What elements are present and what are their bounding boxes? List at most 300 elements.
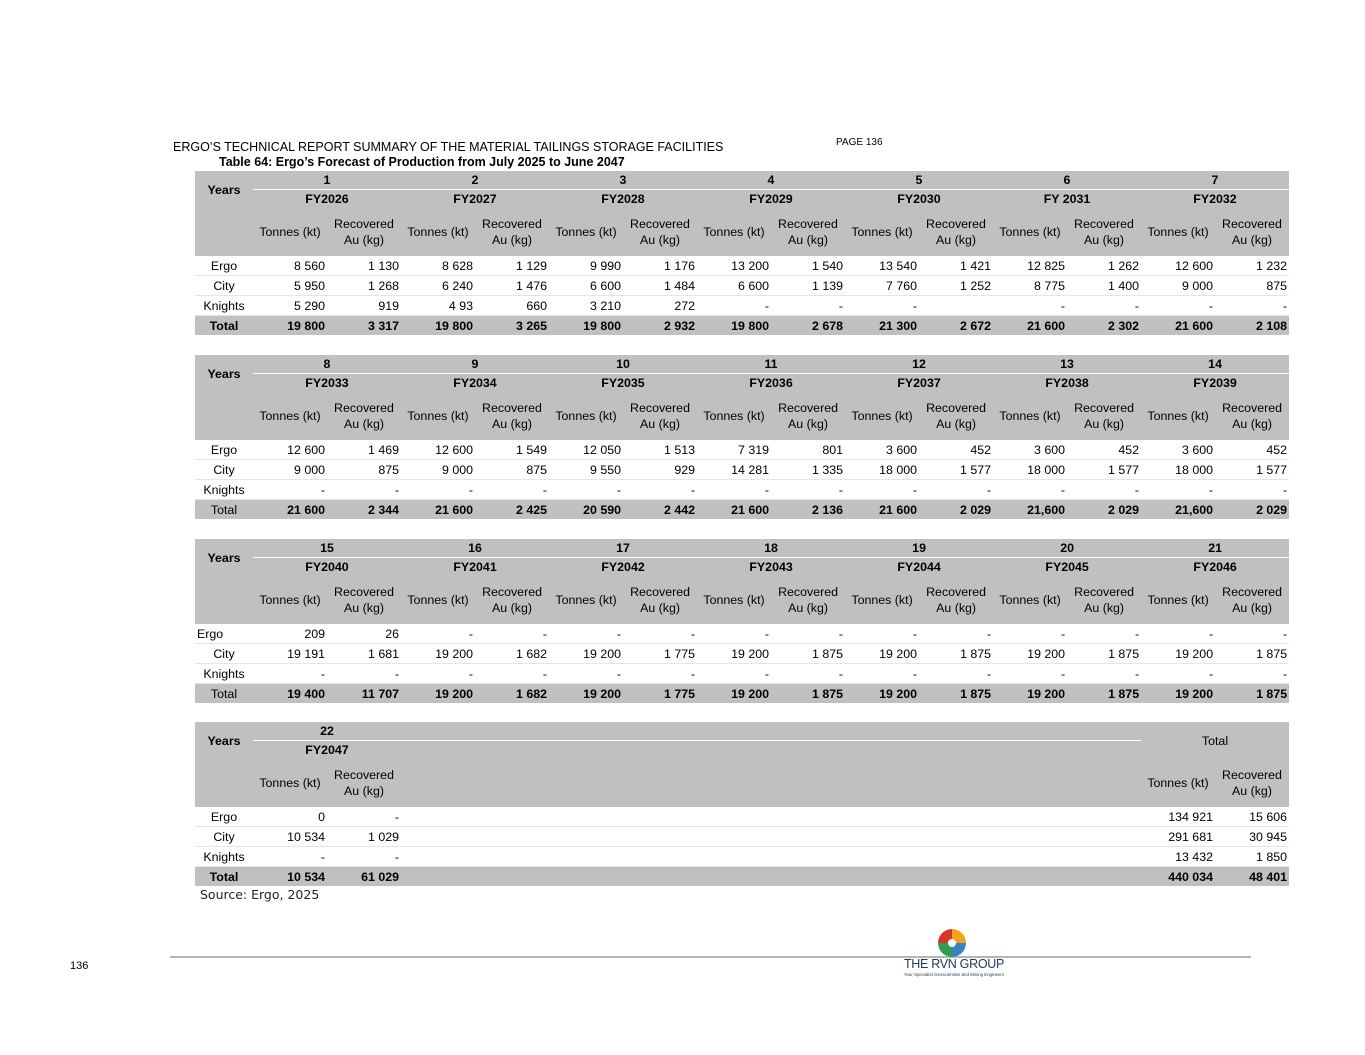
year-number: 10	[549, 355, 697, 374]
recovered-au-header: Recovered Au (kg)	[771, 392, 845, 440]
tonnes-cell: -	[697, 664, 771, 684]
tonnes-cell: -	[401, 480, 475, 500]
recovered-au-header: Recovered Au (kg)	[623, 392, 697, 440]
logo-center	[948, 939, 956, 947]
total-recovered-cell: 1 875	[919, 684, 993, 704]
year-number: 11	[697, 355, 845, 374]
recovered-au-cell: 452	[1215, 440, 1289, 460]
total-recovered-cell: 15 606	[1215, 807, 1289, 827]
row-label: Ergo	[195, 624, 253, 644]
tonnes-cell: 19 200	[401, 644, 475, 664]
recovered-au-cell: -	[1215, 480, 1289, 500]
tonnes-cell: 13 200	[697, 256, 771, 276]
fiscal-year-label: FY2037	[845, 374, 993, 393]
total-tonnes-cell: 19 200	[549, 684, 623, 704]
tonnes-cell: 6 600	[549, 276, 623, 296]
recovered-au-header: Recovered Au (kg)	[475, 208, 549, 256]
total-recovered-cell: 1 875	[1067, 684, 1141, 704]
tonnes-header: Tonnes (kt)	[401, 576, 475, 624]
tonnes-cell: 19 200	[1141, 644, 1215, 664]
tonnes-cell: 12 600	[1141, 256, 1215, 276]
fiscal-year-label: FY2035	[549, 374, 697, 393]
tonnes-header: Tonnes (kt)	[401, 392, 475, 440]
recovered-au-header: Recovered Au (kg)	[623, 208, 697, 256]
table-row	[195, 296, 1289, 316]
total-recovered-cell: 1 850	[1215, 847, 1289, 867]
recovered-au-cell: 1 577	[1215, 460, 1289, 480]
recovered-au-cell: 929	[623, 460, 697, 480]
fiscal-year-label: FY2030	[845, 190, 993, 209]
total-tonnes-cell: 21,600	[1141, 500, 1215, 520]
table-row	[195, 624, 1289, 644]
total-tonnes-cell: 21 600	[1141, 316, 1215, 336]
total-tonnes-cell: 21 300	[845, 316, 919, 336]
recovered-au-header: Recovered Au (kg)	[1215, 576, 1289, 624]
tonnes-cell: -	[993, 624, 1067, 644]
total-tonnes-cell: 19 800	[697, 316, 771, 336]
total-tonnes-cell: 10 534	[253, 867, 327, 887]
fiscal-year-label: FY2047	[253, 741, 401, 760]
recovered-au-header: Recovered Au (kg)	[1067, 392, 1141, 440]
tonnes-cell: 8 775	[993, 276, 1067, 296]
total-tonnes-cell: 19 200	[1141, 684, 1215, 704]
tonnes-cell: -	[253, 664, 327, 684]
total-tonnes-cell: 134 921	[1141, 807, 1215, 827]
year-number: 19	[845, 539, 993, 558]
production-table	[195, 355, 1289, 519]
footer-divider	[170, 956, 1251, 958]
tonnes-cell: 18 000	[1141, 460, 1215, 480]
total-tonnes-cell: 21 600	[993, 316, 1067, 336]
year-number: 5	[845, 171, 993, 190]
recovered-au-cell: 1 513	[623, 440, 697, 460]
recovered-au-cell: 1 540	[771, 256, 845, 276]
recovered-au-cell: -	[475, 664, 549, 684]
recovered-au-cell: -	[1067, 296, 1141, 316]
logo-mark-icon	[937, 928, 967, 958]
spacer-cell	[401, 847, 1141, 867]
table-row	[195, 807, 1289, 827]
tonnes-header: Tonnes (kt)	[253, 392, 327, 440]
year-number: 1	[253, 171, 401, 190]
recovered-au-header: Recovered Au (kg)	[475, 576, 549, 624]
fiscal-year-label: FY2045	[993, 558, 1141, 577]
tonnes-cell: 9 550	[549, 460, 623, 480]
tonnes-header: Tonnes (kt)	[253, 576, 327, 624]
total-row	[195, 316, 1289, 336]
recovered-au-cell: 1 421	[919, 256, 993, 276]
recovered-au-header: Recovered Au (kg)	[475, 392, 549, 440]
recovered-au-cell: 1 549	[475, 440, 549, 460]
years-header: Years	[195, 171, 253, 208]
recovered-au-cell: 1 268	[327, 276, 401, 296]
recovered-au-header: Recovered Au (kg)	[919, 576, 993, 624]
recovered-au-cell: -	[1067, 480, 1141, 500]
tonnes-cell: -	[1141, 664, 1215, 684]
recovered-au-cell: -	[327, 664, 401, 684]
total-recovered-cell: 2 344	[327, 500, 401, 520]
total-tonnes-cell: 291 681	[1141, 827, 1215, 847]
production-table-block-3	[195, 539, 1289, 703]
recovered-au-cell: -	[1215, 664, 1289, 684]
blank-header-cell	[195, 576, 253, 624]
fiscal-year-label: FY2043	[697, 558, 845, 577]
recovered-au-cell: 1 875	[919, 644, 993, 664]
row-label: Knights	[195, 296, 253, 316]
tonnes-cell: -	[1141, 624, 1215, 644]
total-recovered-cell: 61 029	[327, 867, 401, 887]
tonnes-cell: -	[845, 664, 919, 684]
tonnes-cell: 18 000	[993, 460, 1067, 480]
blank-header-cell	[195, 208, 253, 256]
table-row	[195, 827, 1289, 847]
tonnes-cell: -	[845, 480, 919, 500]
recovered-au-cell: -	[623, 664, 697, 684]
total-recovered-cell: 3 317	[327, 316, 401, 336]
production-table	[195, 539, 1289, 703]
row-label: City	[195, 644, 253, 664]
table-row	[195, 480, 1289, 500]
recovered-au-cell: -	[475, 624, 549, 644]
row-label: Ergo	[195, 256, 253, 276]
tonnes-cell: -	[845, 624, 919, 644]
recovered-au-header: Recovered Au (kg)	[327, 759, 401, 807]
recovered-au-cell: -	[623, 480, 697, 500]
tonnes-cell: 3 210	[549, 296, 623, 316]
recovered-au-cell: 1 577	[919, 460, 993, 480]
tonnes-cell: 5 950	[253, 276, 327, 296]
recovered-au-cell: 1 029	[327, 827, 401, 847]
table-row	[195, 460, 1289, 480]
recovered-au-header: Recovered Au (kg)	[1215, 208, 1289, 256]
spacer-cell	[401, 722, 1141, 741]
total-tonnes-cell: 19 800	[401, 316, 475, 336]
tonnes-cell: 19 200	[845, 644, 919, 664]
total-row	[195, 684, 1289, 704]
tonnes-cell: 9 000	[401, 460, 475, 480]
recovered-au-header: Recovered Au (kg)	[919, 392, 993, 440]
year-number: 15	[253, 539, 401, 558]
year-number: 13	[993, 355, 1141, 374]
tonnes-cell: 19 200	[993, 644, 1067, 664]
recovered-au-header: Recovered Au (kg)	[1067, 576, 1141, 624]
tonnes-header: Tonnes (kt)	[993, 208, 1067, 256]
row-label: City	[195, 460, 253, 480]
total-recovered-cell: 2 029	[1067, 500, 1141, 520]
recovered-au-cell: -	[1215, 624, 1289, 644]
production-table	[195, 722, 1289, 886]
total-recovered-cell: 1 875	[771, 684, 845, 704]
total-recovered-cell: 2 029	[1215, 500, 1289, 520]
total-label: Total	[195, 316, 253, 336]
total-recovered-cell: 2 442	[623, 500, 697, 520]
fiscal-year-label: FY2027	[401, 190, 549, 209]
total-recovered-cell: 3 265	[475, 316, 549, 336]
total-recovered-cell: 2 302	[1067, 316, 1141, 336]
recovered-au-cell: -	[1067, 624, 1141, 644]
tonnes-cell: 7 319	[697, 440, 771, 460]
tonnes-cell: 3 600	[845, 440, 919, 460]
recovered-au-header: Recovered Au (kg)	[1215, 759, 1289, 807]
recovered-au-cell: -	[327, 847, 401, 867]
fiscal-year-label: FY2042	[549, 558, 697, 577]
tonnes-cell: -	[697, 296, 771, 316]
recovered-au-cell: 1 139	[771, 276, 845, 296]
recovered-au-cell: 1 875	[1067, 644, 1141, 664]
recovered-au-cell: 1 130	[327, 256, 401, 276]
fiscal-year-label: FY2028	[549, 190, 697, 209]
fiscal-year-label: FY2034	[401, 374, 549, 393]
total-row	[195, 867, 1289, 887]
logo-tagline: Your Specialist Geoscientists and Mining Engineers	[903, 972, 1005, 977]
total-recovered-cell: 30 945	[1215, 827, 1289, 847]
tonnes-cell: 9 000	[253, 460, 327, 480]
total-recovered-cell: 1 875	[1215, 684, 1289, 704]
fiscal-year-label: FY2032	[1141, 190, 1289, 209]
tonnes-cell: 8 628	[401, 256, 475, 276]
grand-total-tonnes-cell: 440 034	[1141, 867, 1215, 887]
total-label: Total	[195, 867, 253, 887]
recovered-au-cell: 801	[771, 440, 845, 460]
total-recovered-cell: 2 029	[919, 500, 993, 520]
row-label: City	[195, 276, 253, 296]
blank-header-cell	[195, 392, 253, 440]
tonnes-header: Tonnes (kt)	[253, 759, 327, 807]
recovered-au-header: Recovered Au (kg)	[1215, 392, 1289, 440]
tonnes-header: Tonnes (kt)	[1141, 208, 1215, 256]
tonnes-cell: 6 240	[401, 276, 475, 296]
spacer-cell	[401, 741, 1141, 760]
source-note: Source: Ergo, 2025	[200, 887, 320, 902]
total-tonnes-cell: 19 400	[253, 684, 327, 704]
recovered-au-cell: 452	[919, 440, 993, 460]
tonnes-cell: 19 200	[697, 644, 771, 664]
tonnes-cell: -	[993, 296, 1067, 316]
total-recovered-cell: 2 678	[771, 316, 845, 336]
recovered-au-cell: 1 775	[623, 644, 697, 664]
fiscal-year-label: FY 2031	[993, 190, 1141, 209]
recovered-au-cell: -	[771, 664, 845, 684]
recovered-au-cell: 26	[327, 624, 401, 644]
recovered-au-cell: 1 469	[327, 440, 401, 460]
blank-header-cell	[195, 759, 253, 807]
tonnes-header: Tonnes (kt)	[1141, 392, 1215, 440]
recovered-au-cell: -	[327, 480, 401, 500]
table-row	[195, 847, 1289, 867]
total-tonnes-cell: 19 200	[401, 684, 475, 704]
total-tonnes-cell: 21 600	[845, 500, 919, 520]
tonnes-header: Tonnes (kt)	[1141, 576, 1215, 624]
tonnes-cell: 12 600	[253, 440, 327, 460]
tonnes-cell: -	[549, 664, 623, 684]
fiscal-year-label: FY2029	[697, 190, 845, 209]
total-recovered-cell: 1 682	[475, 684, 549, 704]
year-number: 18	[697, 539, 845, 558]
tonnes-cell: 5 290	[253, 296, 327, 316]
tonnes-header: Tonnes (kt)	[1141, 759, 1215, 807]
recovered-au-cell: 1 176	[623, 256, 697, 276]
tonnes-header: Tonnes (kt)	[549, 208, 623, 256]
year-number: 17	[549, 539, 697, 558]
tonnes-cell: 0	[253, 807, 327, 827]
tonnes-cell: -	[549, 624, 623, 644]
tonnes-cell: 19 200	[549, 644, 623, 664]
tonnes-cell: -	[253, 847, 327, 867]
recovered-au-cell: 1 476	[475, 276, 549, 296]
page-number: 136	[70, 960, 89, 972]
recovered-au-header: Recovered Au (kg)	[771, 208, 845, 256]
year-number: 22	[253, 722, 401, 741]
recovered-au-cell: -	[1067, 664, 1141, 684]
total-column-header: Total	[1141, 722, 1289, 759]
recovered-au-header: Recovered Au (kg)	[771, 576, 845, 624]
fiscal-year-label: FY2040	[253, 558, 401, 577]
recovered-au-cell: 1 875	[771, 644, 845, 664]
table-row	[195, 440, 1289, 460]
year-number: 9	[401, 355, 549, 374]
total-tonnes-cell: 19 200	[993, 684, 1067, 704]
tonnes-cell: 19 191	[253, 644, 327, 664]
recovered-au-cell: -	[771, 624, 845, 644]
table-caption: Table 64: Ergo’s Forecast of Production from July 2025 to June 2047	[219, 155, 625, 169]
recovered-au-header: Recovered Au (kg)	[919, 208, 993, 256]
year-number: 12	[845, 355, 993, 374]
table-row	[195, 664, 1289, 684]
fiscal-year-label: FY2026	[253, 190, 401, 209]
page-label: PAGE 136	[836, 137, 883, 148]
tonnes-header: Tonnes (kt)	[697, 392, 771, 440]
recovered-au-cell: -	[919, 664, 993, 684]
tonnes-cell: 14 281	[697, 460, 771, 480]
row-label: Knights	[195, 664, 253, 684]
total-recovered-cell: 2 932	[623, 316, 697, 336]
total-tonnes-cell: 19 800	[253, 316, 327, 336]
recovered-au-cell: -	[1215, 296, 1289, 316]
tonnes-header: Tonnes (kt)	[253, 208, 327, 256]
total-recovered-cell: 2 108	[1215, 316, 1289, 336]
row-label: City	[195, 827, 253, 847]
recovered-au-cell: -	[475, 480, 549, 500]
fiscal-year-label: FY2033	[253, 374, 401, 393]
total-recovered-cell: 11 707	[327, 684, 401, 704]
spacer-cell	[401, 867, 1141, 887]
tonnes-cell: 12 050	[549, 440, 623, 460]
total-row	[195, 500, 1289, 520]
production-table-block-1	[195, 171, 1289, 335]
row-label: Knights	[195, 480, 253, 500]
tonnes-cell: 4 93	[401, 296, 475, 316]
recovered-au-header: Recovered Au (kg)	[1067, 208, 1141, 256]
spacer-cell	[401, 759, 1141, 807]
years-header: Years	[195, 722, 253, 759]
production-table-block-4	[195, 722, 1289, 886]
spacer-cell	[401, 827, 1141, 847]
year-number: 21	[1141, 539, 1289, 558]
tonnes-cell: 9 990	[549, 256, 623, 276]
recovered-au-cell: 1 577	[1067, 460, 1141, 480]
year-number: 4	[697, 171, 845, 190]
tonnes-cell: 7 760	[845, 276, 919, 296]
tonnes-cell: -	[401, 664, 475, 684]
fiscal-year-label: FY2036	[697, 374, 845, 393]
tonnes-header: Tonnes (kt)	[549, 392, 623, 440]
tonnes-header: Tonnes (kt)	[845, 208, 919, 256]
recovered-au-cell: 272	[623, 296, 697, 316]
tonnes-cell: -	[993, 664, 1067, 684]
tonnes-header: Tonnes (kt)	[993, 576, 1067, 624]
table-row	[195, 644, 1289, 664]
recovered-au-cell: -	[771, 296, 845, 316]
total-tonnes-cell: 21 600	[697, 500, 771, 520]
fiscal-year-label: FY2041	[401, 558, 549, 577]
tonnes-header: Tonnes (kt)	[697, 576, 771, 624]
tonnes-cell: -	[993, 480, 1067, 500]
row-label: Ergo	[195, 807, 253, 827]
tonnes-header: Tonnes (kt)	[549, 576, 623, 624]
tonnes-cell: -	[697, 480, 771, 500]
year-number: 14	[1141, 355, 1289, 374]
fiscal-year-label: FY2044	[845, 558, 993, 577]
total-label: Total	[195, 500, 253, 520]
recovered-au-cell: 1 681	[327, 644, 401, 664]
production-table-block-2	[195, 355, 1289, 519]
tonnes-cell: -	[845, 296, 919, 316]
recovered-au-cell: -	[771, 480, 845, 500]
total-tonnes-cell: 20 590	[549, 500, 623, 520]
tonnes-cell: 3 600	[1141, 440, 1215, 460]
recovered-au-cell: 919	[327, 296, 401, 316]
tonnes-cell: 209	[253, 624, 327, 644]
recovered-au-cell: 875	[1215, 276, 1289, 296]
logo-name: THE RVN GROUP	[903, 957, 1005, 971]
spacer-cell	[401, 807, 1141, 827]
fiscal-year-label: FY2039	[1141, 374, 1289, 393]
total-tonnes-cell: 21 600	[253, 500, 327, 520]
tonnes-cell: -	[697, 624, 771, 644]
tonnes-cell: 3 600	[993, 440, 1067, 460]
recovered-au-cell: 1 484	[623, 276, 697, 296]
recovered-au-cell: -	[327, 807, 401, 827]
recovered-au-cell: -	[919, 624, 993, 644]
total-tonnes-cell: 21 600	[401, 500, 475, 520]
fiscal-year-label: FY2038	[993, 374, 1141, 393]
rvn-group-logo	[888, 928, 1020, 980]
tonnes-header: Tonnes (kt)	[993, 392, 1067, 440]
tonnes-cell: -	[401, 624, 475, 644]
years-header: Years	[195, 355, 253, 392]
tonnes-cell: -	[549, 480, 623, 500]
tonnes-header: Tonnes (kt)	[845, 576, 919, 624]
total-tonnes-cell: 19 800	[549, 316, 623, 336]
recovered-au-cell: -	[623, 624, 697, 644]
total-recovered-cell: 2 136	[771, 500, 845, 520]
total-tonnes-cell: 19 200	[845, 684, 919, 704]
tonnes-cell: 8 560	[253, 256, 327, 276]
tonnes-cell: 12 825	[993, 256, 1067, 276]
table-row	[195, 276, 1289, 296]
recovered-au-header: Recovered Au (kg)	[623, 576, 697, 624]
tonnes-cell: 13 540	[845, 256, 919, 276]
tonnes-header: Tonnes (kt)	[845, 392, 919, 440]
recovered-au-cell: -	[919, 480, 993, 500]
production-table	[195, 171, 1289, 335]
year-number: 20	[993, 539, 1141, 558]
total-tonnes-cell: 13 432	[1141, 847, 1215, 867]
recovered-au-cell: 1 232	[1215, 256, 1289, 276]
row-label: Knights	[195, 847, 253, 867]
recovered-au-header: Recovered Au (kg)	[327, 576, 401, 624]
tonnes-cell: 10 534	[253, 827, 327, 847]
